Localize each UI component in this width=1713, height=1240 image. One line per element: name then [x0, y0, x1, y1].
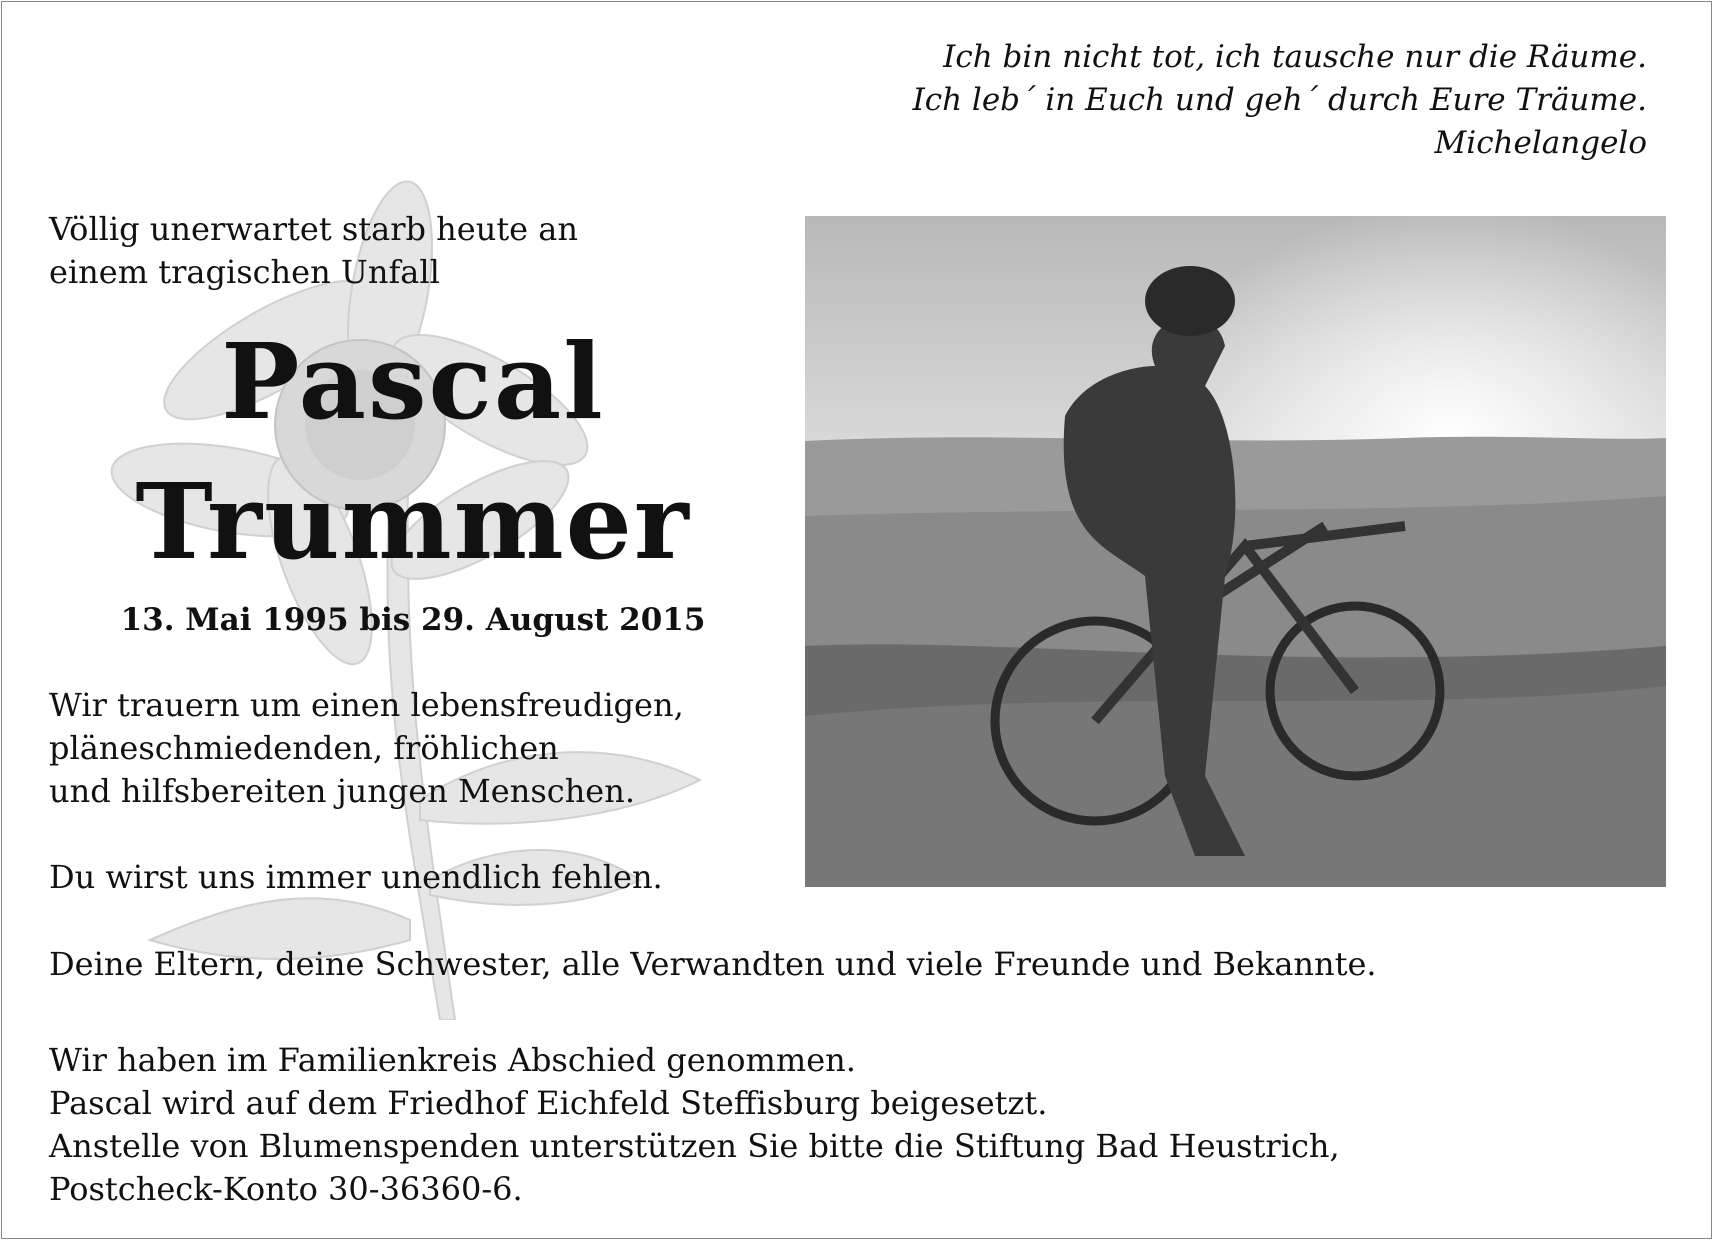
quote-line: Ich leb´ in Euch und geh´ durch Eure Träume. [912, 82, 1647, 118]
notice-line: Postcheck-Konto 30-36360-6. [49, 1170, 523, 1208]
last-name: Trummer [135, 460, 691, 583]
notice-line: Pascal wird auf dem Friedhof Eichfeld Steffisburg beigesetzt. [49, 1084, 1048, 1122]
intro-line: Völlig unerwartet starb heute an [49, 210, 578, 248]
tribute-line: pläneschmiedenden, fröhlichen [49, 729, 559, 767]
first-name: Pascal [221, 320, 605, 443]
notice-line: Wir haben im Familienkreis Abschied genommen. [49, 1041, 856, 1079]
quote [913, 36, 1648, 165]
tribute-line: und hilfsbereiten jungen Menschen. [49, 772, 636, 810]
tribute-line: Wir trauern um einen lebensfreudigen, [49, 686, 684, 724]
farewell: Du wirst uns immer unendlich fehlen. [49, 858, 663, 896]
quote-line: Ich bin nicht tot, ich tausche nur die Räume. [943, 39, 1647, 75]
quote-author: Michelangelo [1434, 125, 1647, 161]
intro-line: einem tragischen Unfall [49, 253, 440, 291]
mourners: Deine Eltern, deine Schwester, alle Verwandten und viele Freunde und Bekannte. [49, 945, 1377, 983]
cyclist-photo [805, 216, 1666, 887]
life-dates: 13. Mai 1995 bis 29. August 2015 [120, 602, 706, 638]
notice-line: Anstelle von Blumenspenden unterstützen Sie bitte die Stiftung Bad Heustrich, [49, 1127, 1340, 1165]
